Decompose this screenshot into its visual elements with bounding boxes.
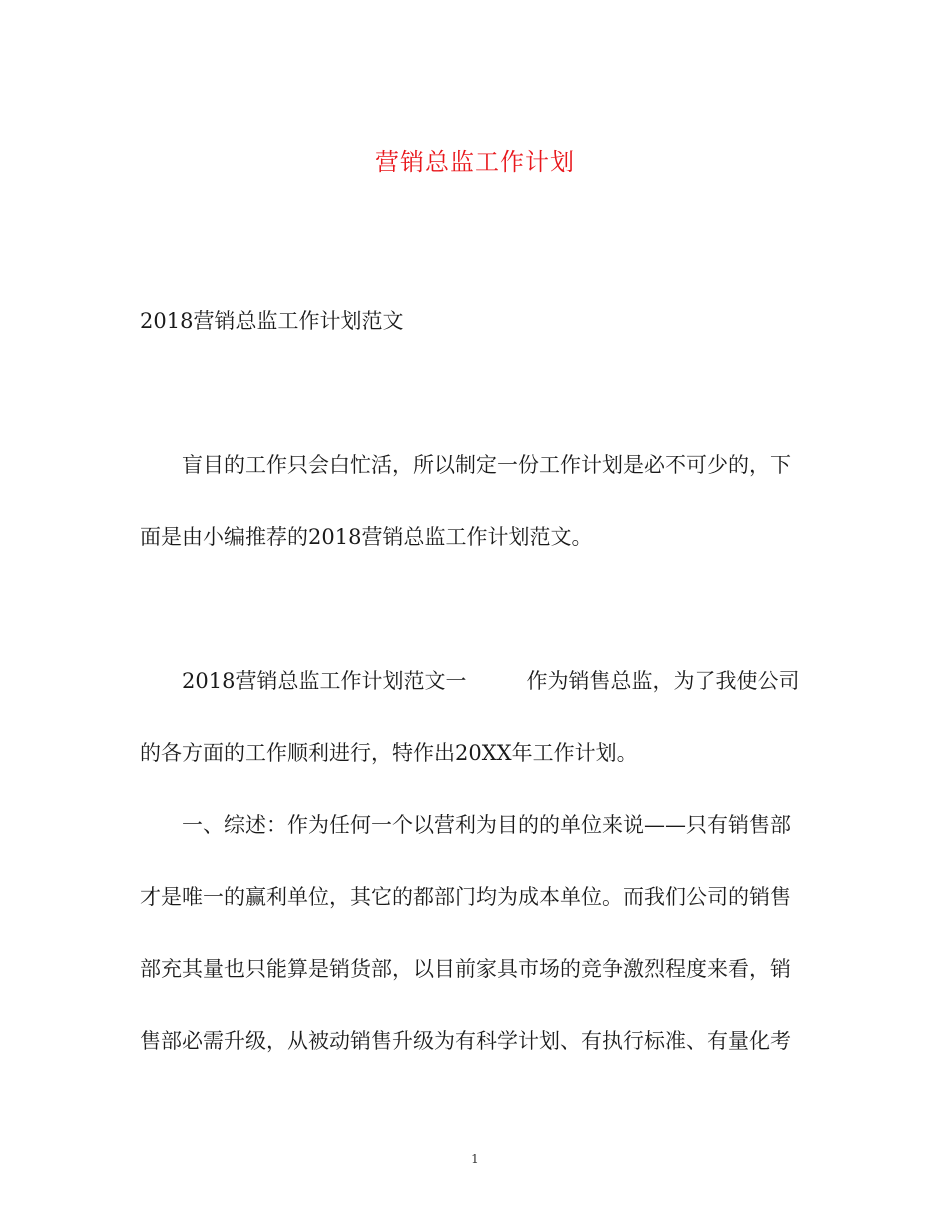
- page-number: 1: [471, 1152, 479, 1166]
- paragraph-2-line-4: 售部必需升级，从被动销售升级为有科学计划、有执行标准、有量化考: [140, 1029, 791, 1053]
- section-1-line-2: 的各方面的工作顺利进行，特作出20XX年工作计划。: [140, 741, 638, 765]
- section-1-line-1: [182, 666, 799, 696]
- intro-line-1: 盲目的工作只会白忙活，所以制定一份工作计划是必不可少的，下: [182, 453, 791, 477]
- intro-line-2: 面是由小编推荐的2018营销总监工作计划范文。: [140, 525, 593, 549]
- section-1-heading: 2018营销总监工作计划范文一: [182, 669, 467, 693]
- paragraph-2-line-1: 一、综述：作为任何一个以营利为目的的单位来说——只有销售部: [182, 813, 791, 837]
- document-subtitle: 2018营销总监工作计划范文: [140, 309, 404, 333]
- paragraph-2-line-3: 部充其量也只能算是销货部，以目前家具市场的竞争激烈程度来看，销: [140, 957, 791, 981]
- section-1-text: 作为销售总监，为了我使公司: [526, 669, 800, 693]
- document-title: 营销总监工作计划: [375, 148, 575, 176]
- paragraph-2-line-2: 才是唯一的赢利单位，其它的都部门均为成本单位。而我们公司的销售: [140, 885, 791, 909]
